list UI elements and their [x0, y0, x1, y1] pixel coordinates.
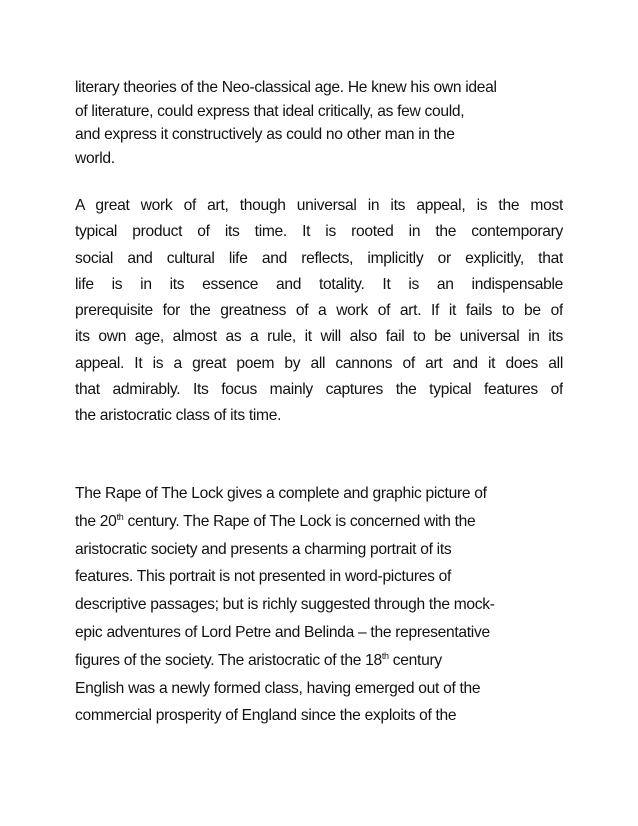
text-line: English was a newly formed class, having emerged out of the: [75, 679, 481, 697]
text-line: social and cultural life and reflects, implicitly or explicitly, that: [75, 249, 563, 267]
text-line: literary theories of the Neo-classical age. He knew his own ideal: [75, 79, 497, 96]
text-line: that admirably. Its focus mainly captures the typical features of: [75, 381, 563, 399]
text-line: typical product of its time. It is rooted in the contemporary: [75, 223, 563, 241]
text-line: [75, 647, 563, 675]
paragraph-1: [75, 76, 563, 171]
text-line: world.: [75, 150, 115, 168]
text-fragment: century: [388, 651, 442, 669]
text-line: features. This portrait is not presented in word-pictures of: [75, 568, 452, 586]
text-line: epic adventures of Lord Petre and Belinda – the representative: [75, 623, 490, 641]
paragraph-3: [75, 480, 563, 730]
ordinal-superscript: th: [381, 650, 389, 661]
text-line: of literature, could express that ideal critically, as few could,: [75, 102, 465, 120]
text-fragment: figures of the society. The aristocratic of the 18: [75, 651, 382, 669]
text-line: [75, 508, 563, 536]
text-line: appeal. It is a great poem by all cannons of art and it does all: [75, 354, 563, 372]
text-line: The Rape of The Lock gives a complete and graphic picture of: [75, 485, 487, 502]
text-line: commercial prosperity of England since the exploits of the: [75, 707, 457, 725]
text-fragment: the 20: [75, 512, 117, 530]
text-line: and express it constructively as could no other man in the: [75, 126, 455, 144]
text-line: its own age, almost as a rule, it will also fail to be universal in its: [75, 328, 563, 346]
paragraph-2: [75, 193, 563, 430]
text-line: A great work of art, though universal in its appeal, is the most: [75, 197, 563, 214]
text-line: descriptive passages; but is richly suggested through the mock-: [75, 596, 495, 614]
text-line: aristocratic society and presents a charming portrait of its: [75, 540, 452, 558]
text-fragment: century. The Rape of The Lock is concerned with the: [123, 512, 476, 530]
ordinal-superscript: th: [116, 511, 124, 522]
text-line: prerequisite for the greatness of a work of art. If it fails to be of: [75, 302, 563, 320]
text-line: the aristocratic class of its time.: [75, 407, 282, 425]
text-line: life is in its essence and totality. It is an indispensable: [75, 275, 563, 293]
